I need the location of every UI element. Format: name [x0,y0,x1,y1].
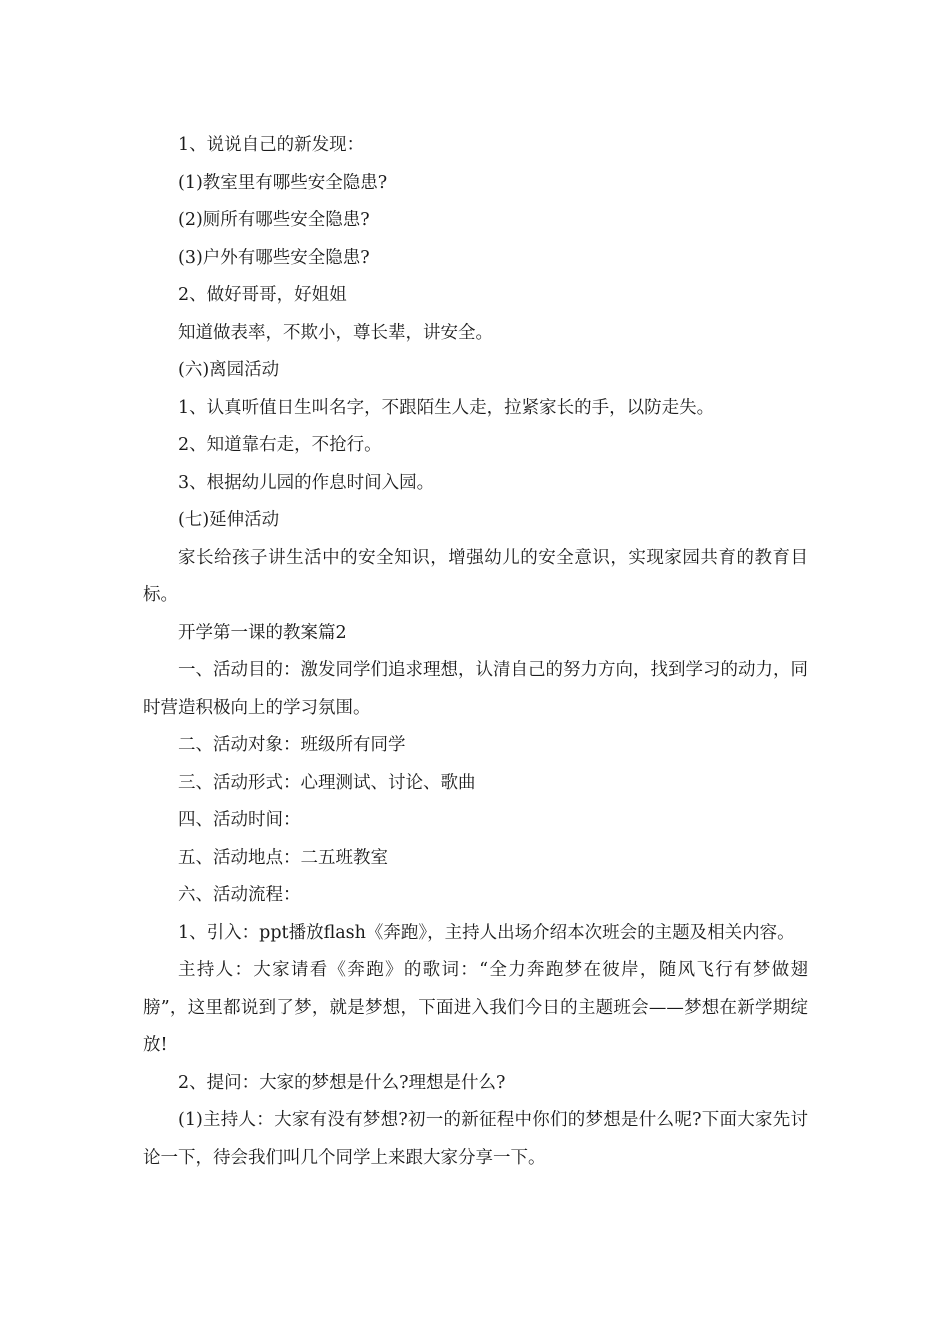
document-body [143,127,808,1177]
paragraph: 六、活动流程： [178,885,301,905]
paragraph: 五、活动地点：二五班教室 [178,847,388,868]
paragraph: 3、根据幼儿园的作息时间入园。 [178,472,435,493]
paragraph: 1、认真听值日生叫名字，不跟陌生人走，拉紧家长的手，以防走失。 [178,397,715,418]
paragraph: 二、活动对象：班级所有同学 [178,735,406,755]
paragraph: 一、活动目的：激发同学们追求理想，认清自己的努力方向，找到学习的动力，同时营造积极向上的学习氛围。 [143,660,808,718]
section-heading: (六)离园活动 [178,360,280,380]
paragraph: (2)厕所有哪些安全隐患? [178,210,370,230]
paragraph: 2、做好哥哥，好姐姐 [178,285,347,305]
paragraph: 1、说说自己的新发现： [178,135,365,155]
paragraph: 知道做表率，不欺小，尊长辈，讲安全。 [178,322,493,343]
paragraph: 家长给孩子讲生活中的安全知识，增强幼儿的安全意识，实现家园共育的教育目标。 [143,547,808,605]
paragraph: (3)户外有哪些安全隐患? [178,247,370,268]
paragraph: 主持人：大家请看《奔跑》的歌词：“全力奔跑梦在彼岸，随风飞行有梦做翅膀”，这里都说到了梦，就是梦想，下面进入我们今日的主题班会——梦想在新学期绽放! [143,960,808,1055]
paragraph: 四、活动时间： [178,810,301,830]
paragraph: 1、引入：ppt播放flash《奔跑》，主持人出场介绍本次班会的主题及相关内容。 [178,922,795,943]
paragraph: 三、活动形式：心理测试、讨论、歌曲 [178,772,476,793]
paragraph: 2、提问：大家的梦想是什么?理想是什么? [178,1072,506,1093]
section-heading: (七)延伸活动 [178,510,280,530]
paragraph: (1)教室里有哪些安全隐患? [178,172,388,193]
paragraph: 2、知道靠右走，不抢行。 [178,435,382,455]
article-title: 开学第一课的教案篇2 [178,622,347,643]
paragraph: (1)主持人：大家有没有梦想?初一的新征程中你们的梦想是什么呢?下面大家先讨论一下，待会我们叫几个同学上来跟大家分享一下。 [143,1110,808,1168]
